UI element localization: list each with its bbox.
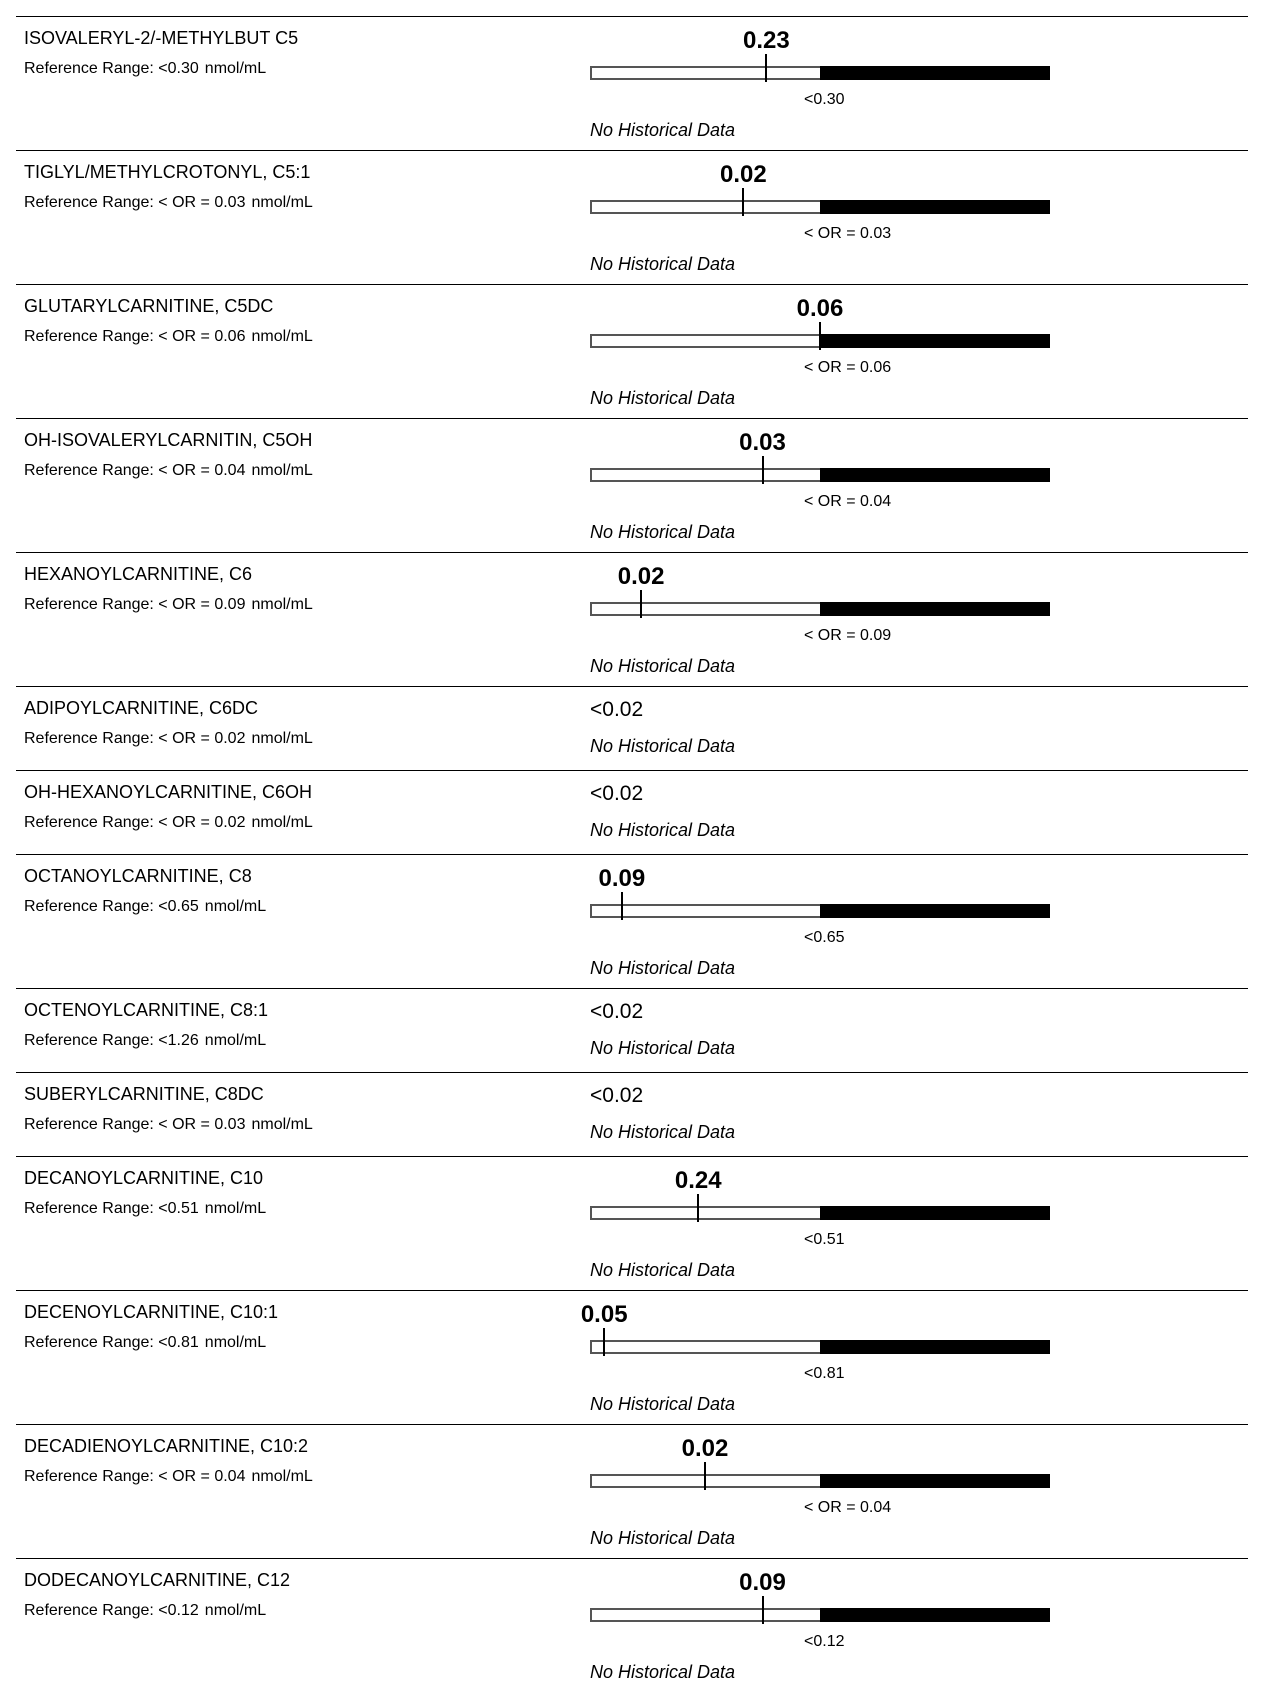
range-bar-normal-zone (590, 200, 822, 214)
reference-range-text: Reference Range: < OR = 0.04 (24, 462, 246, 479)
range-bar-normal-zone (590, 468, 822, 482)
result-marker (742, 188, 744, 216)
row-divider (16, 988, 1248, 989)
range-bar-normal-zone (590, 1474, 822, 1488)
reference-threshold-label: <0.65 (804, 929, 845, 946)
row-divider (16, 16, 1248, 17)
reference-threshold-label: < OR = 0.04 (804, 493, 892, 510)
reference-range-text: Reference Range: <0.12 (24, 1602, 199, 1619)
reference-range (24, 1334, 266, 1352)
reference-range-text: Reference Range: <0.30 (24, 60, 199, 77)
result-marker (762, 1596, 764, 1624)
row-divider (16, 418, 1248, 419)
reference-range-text: Reference Range: <0.81 (24, 1334, 199, 1351)
reference-range (24, 814, 313, 832)
row-divider (16, 1558, 1248, 1559)
reference-range (24, 1468, 313, 1486)
row-divider (16, 686, 1248, 687)
range-bar-high-zone (820, 904, 1050, 918)
analyte-name: DECANOYLCARNITINE, C10 (24, 1168, 264, 1188)
historical-data-note: No Historical Data (590, 1260, 736, 1280)
reference-range-text: Reference Range: < OR = 0.09 (24, 596, 246, 613)
analyte-row (0, 418, 1276, 552)
reference-range (24, 194, 313, 212)
range-bar-normal-zone (590, 334, 822, 348)
range-bar-normal-zone (590, 602, 822, 616)
reference-range-unit: nmol/mL (251, 1116, 313, 1133)
reference-range-unit: nmol/mL (251, 814, 313, 831)
row-divider (16, 284, 1248, 285)
range-bar (590, 1608, 1050, 1622)
reference-range-unit: nmol/mL (204, 60, 267, 77)
range-bar (590, 904, 1050, 918)
reference-range (24, 730, 313, 748)
row-divider (16, 854, 1248, 855)
reference-range (24, 60, 266, 78)
analyte-name: DODECANOYLCARNITINE, C12 (24, 1570, 291, 1590)
reference-range-unit: nmol/mL (251, 596, 313, 613)
reference-range-unit: nmol/mL (204, 1602, 267, 1619)
range-bar-high-zone (820, 602, 1050, 616)
analyte-row (0, 1424, 1276, 1558)
reference-range-unit: nmol/mL (251, 462, 313, 479)
historical-data-note: No Historical Data (590, 820, 736, 840)
range-bar-high-zone (820, 1340, 1050, 1354)
result-marker (697, 1194, 699, 1222)
reference-range-text: Reference Range: < OR = 0.06 (24, 328, 246, 345)
range-bar-normal-zone (590, 1608, 822, 1622)
range-bar-normal-zone (590, 1206, 822, 1220)
result-marker (765, 54, 767, 82)
range-bar-high-zone (820, 1474, 1050, 1488)
reference-threshold-label: < OR = 0.04 (804, 1499, 892, 1516)
analyte-row (0, 16, 1276, 150)
result-marker (640, 590, 642, 618)
reference-range-text: Reference Range: < OR = 0.02 (24, 730, 246, 747)
reference-range-text: Reference Range: <0.65 (24, 898, 199, 915)
result-value: <0.02 (590, 1000, 644, 1023)
reference-range (24, 596, 313, 614)
range-bar-high-zone (820, 66, 1050, 80)
historical-data-note: No Historical Data (590, 656, 736, 676)
historical-data-note: No Historical Data (590, 1662, 736, 1682)
range-bar-normal-zone (590, 66, 822, 80)
reference-range-text: Reference Range: <1.26 (24, 1032, 199, 1049)
range-bar (590, 66, 1050, 80)
range-bar (590, 468, 1050, 482)
analyte-name: OCTENOYLCARNITINE, C8:1 (24, 1000, 269, 1020)
row-divider (16, 1290, 1248, 1291)
result-value: 0.23 (742, 27, 790, 54)
reference-threshold-label: < OR = 0.06 (804, 359, 892, 376)
row-divider (16, 770, 1248, 771)
row-divider (16, 1424, 1248, 1425)
reference-range (24, 1116, 313, 1134)
result-value: 0.09 (739, 1569, 786, 1596)
reference-range-text: Reference Range: < OR = 0.03 (24, 1116, 246, 1133)
range-bar (590, 200, 1050, 214)
range-bar (590, 1340, 1050, 1354)
result-value: 0.02 (719, 161, 767, 188)
reference-range (24, 1200, 266, 1218)
result-value: <0.02 (590, 782, 644, 805)
reference-range-unit: nmol/mL (251, 1468, 313, 1485)
reference-range-text: Reference Range: < OR = 0.03 (24, 194, 246, 211)
analyte-name: OCTANOYLCARNITINE, C8 (24, 866, 252, 886)
result-value: <0.02 (590, 698, 644, 721)
analyte-row (0, 1558, 1276, 1692)
range-bar-high-zone (820, 200, 1050, 214)
analyte-row (0, 686, 1276, 770)
range-bar-normal-zone (590, 904, 822, 918)
historical-data-note: No Historical Data (590, 958, 736, 978)
reference-threshold-label: <0.12 (804, 1633, 845, 1650)
result-value: <0.02 (590, 1084, 644, 1107)
analyte-row (0, 150, 1276, 284)
analyte-name: ADIPOYLCARNITINE, C6DC (24, 698, 259, 718)
historical-data-note: No Historical Data (590, 1038, 736, 1058)
reference-threshold-label: < OR = 0.09 (804, 627, 892, 644)
range-bar-high-zone (820, 1206, 1050, 1220)
historical-data-note: No Historical Data (590, 388, 736, 408)
reference-range-unit: nmol/mL (251, 328, 313, 345)
analyte-row (0, 284, 1276, 418)
historical-data-note: No Historical Data (590, 1122, 736, 1142)
analyte-name: TIGLYL/METHYLCROTONYL, C5:1 (24, 162, 311, 182)
reference-range-text: Reference Range: < OR = 0.04 (24, 1468, 246, 1485)
historical-data-note: No Historical Data (590, 736, 736, 756)
analyte-row (0, 1072, 1276, 1156)
analyte-name: HEXANOYLCARNITINE, C6 (24, 564, 253, 584)
analyte-name: SUBERYLCARNITINE, C8DC (24, 1084, 264, 1104)
reference-range-unit: nmol/mL (204, 1200, 267, 1217)
analyte-name: ISOVALERYL-2/-METHYLBUT C5 (24, 28, 299, 48)
range-bar-normal-zone (590, 1340, 822, 1354)
range-bar-high-zone (820, 1608, 1050, 1622)
reference-range-text: Reference Range: <0.51 (24, 1200, 199, 1217)
reference-range-unit: nmol/mL (251, 730, 313, 747)
analyte-name: GLUTARYLCARNITINE, C5DC (24, 296, 274, 316)
result-marker (704, 1462, 706, 1490)
historical-data-note: No Historical Data (590, 522, 736, 542)
historical-data-note: No Historical Data (590, 1528, 736, 1548)
analyte-name: OH-ISOVALERYLCARNITIN, C5OH (24, 430, 313, 450)
range-bar-high-zone (820, 334, 1050, 348)
reference-range (24, 1032, 266, 1050)
result-marker (621, 892, 623, 920)
row-divider (16, 552, 1248, 553)
reference-threshold-label: <0.30 (804, 91, 845, 108)
reference-range-text: Reference Range: < OR = 0.02 (24, 814, 246, 831)
analyte-row (0, 770, 1276, 854)
analyte-name: DECADIENOYLCARNITINE, C10:2 (24, 1436, 309, 1456)
historical-data-note: No Historical Data (590, 1394, 736, 1414)
reference-range (24, 898, 266, 916)
row-divider (16, 150, 1248, 151)
range-bar (590, 602, 1050, 616)
reference-range (24, 1602, 266, 1620)
result-value: 0.02 (617, 563, 665, 590)
range-bar (590, 1206, 1050, 1220)
historical-data-note: No Historical Data (590, 254, 736, 274)
reference-range (24, 328, 313, 346)
historical-data-note: No Historical Data (590, 120, 736, 140)
result-value: 0.02 (681, 1435, 729, 1462)
result-value: 0.09 (598, 865, 646, 892)
result-marker (762, 456, 764, 484)
range-bar (590, 1474, 1050, 1488)
analyte-row (0, 552, 1276, 686)
result-marker (819, 322, 821, 350)
reference-threshold-label: <0.81 (804, 1365, 845, 1382)
result-value: 0.03 (739, 429, 786, 456)
reference-range-unit: nmol/mL (204, 1334, 267, 1351)
analyte-name: OH-HEXANOYLCARNITINE, C6OH (24, 782, 313, 802)
reference-range-unit: nmol/mL (204, 1032, 267, 1049)
row-divider (16, 1156, 1248, 1157)
reference-threshold-label: <0.51 (804, 1231, 845, 1248)
result-value: 0.24 (674, 1167, 722, 1194)
range-bar-high-zone (820, 468, 1050, 482)
analyte-row (0, 854, 1276, 988)
reference-range-unit: nmol/mL (251, 194, 313, 211)
reference-range (24, 462, 313, 480)
result-value: 0.06 (796, 295, 844, 322)
analyte-row (0, 988, 1276, 1072)
analyte-row (0, 1290, 1276, 1424)
reference-threshold-label: < OR = 0.03 (804, 225, 892, 242)
analyte-row (0, 1156, 1276, 1290)
analyte-name: DECENOYLCARNITINE, C10:1 (24, 1302, 279, 1322)
result-value: 0.05 (580, 1301, 628, 1328)
reference-range-unit: nmol/mL (204, 898, 267, 915)
row-divider (16, 1072, 1248, 1073)
result-marker (603, 1328, 605, 1356)
